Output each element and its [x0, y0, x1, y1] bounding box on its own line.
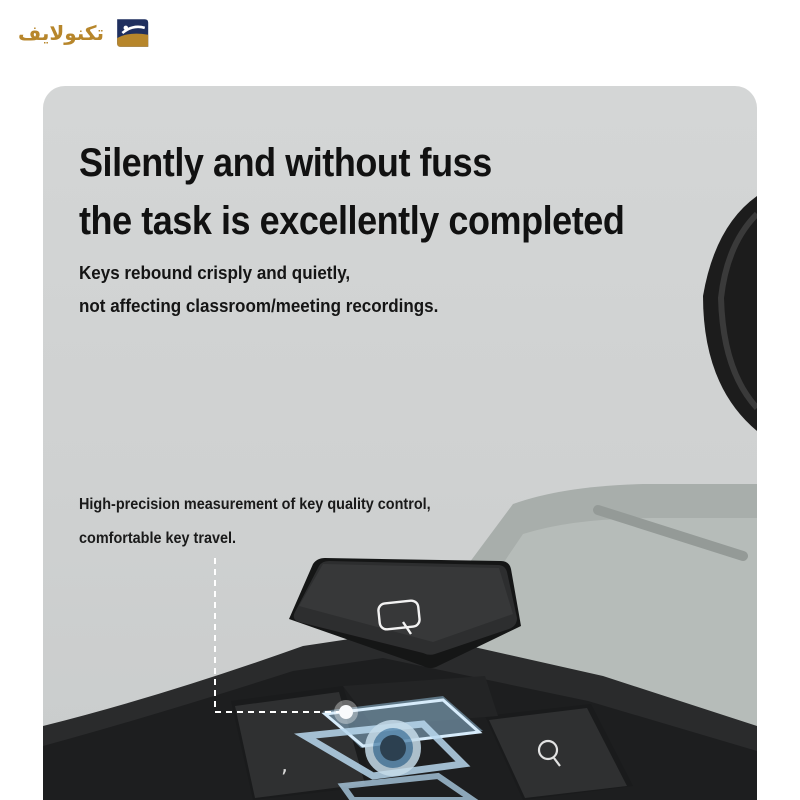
feature-caption — [79, 488, 431, 556]
comma-key-glyph: , — [281, 753, 288, 778]
product-banner — [43, 86, 757, 800]
brand-logo[interactable] — [18, 12, 150, 54]
feature-caption-line-2: comfortable key travel. — [79, 530, 237, 547]
headline-line-1: Silently and without fuss — [79, 141, 492, 185]
dark-round-object — [703, 196, 757, 431]
brand-logo-text: تکنولایف — [18, 21, 105, 45]
subheadline-line-1: Keys rebound crisply and quietly, — [79, 262, 351, 283]
headline-line-2: the task is excellently completed — [79, 199, 625, 243]
subheadline — [79, 256, 438, 322]
subheadline-line-2: not affecting classroom/meeting recordings. — [79, 295, 439, 316]
headline — [79, 134, 624, 250]
feature-caption-line-1: High-precision measurement of key quality control, — [79, 496, 431, 513]
technolife-logo-icon — [112, 13, 150, 53]
